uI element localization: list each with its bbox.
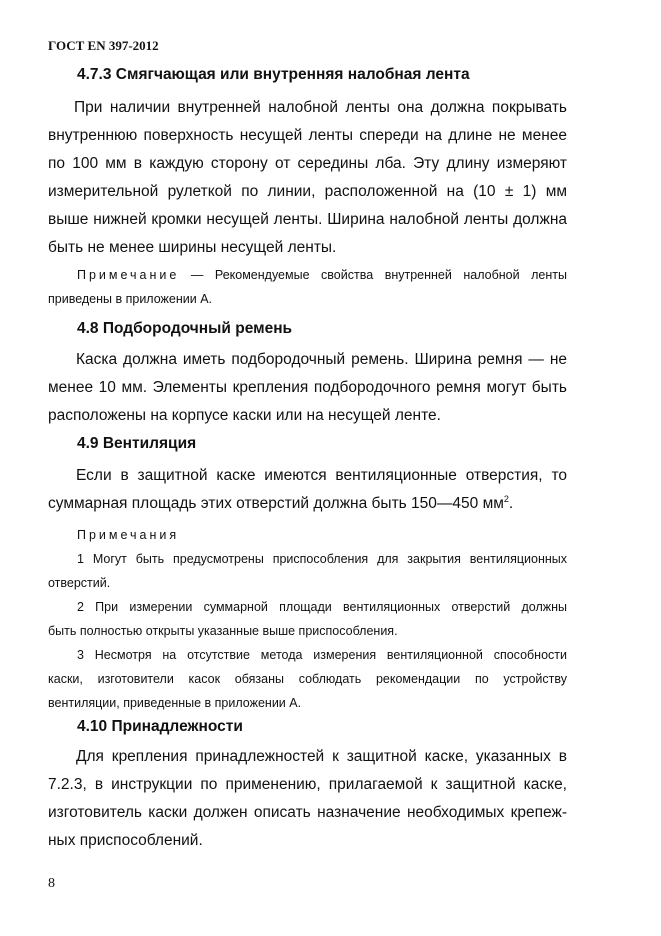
note-line: приведены в приложении А. [48, 292, 213, 306]
text-line: по 100 мм в каждую сторону от середины лба. Эту длину измеряют [48, 155, 567, 172]
section-title-4-10: 4.10 Принадлежности [77, 718, 243, 735]
page-number: 8 [48, 876, 55, 891]
section-title-4-8: 4.8 Подбородочный ремень [77, 320, 293, 337]
note-label: Примечание [77, 268, 180, 282]
text-line: менее 10 мм. Элементы крепления подбородочного ремня могут быть [48, 379, 567, 396]
text-line: Для крепления принадлежностей к защитной каске, указанных в [76, 748, 567, 765]
paragraph-4-8 [48, 346, 567, 430]
paragraph-4-7-3 [48, 94, 567, 262]
notes-4-9 [48, 523, 567, 715]
text-line: Каска должна иметь подбородочный ремень. Ширина ремня — не [76, 351, 567, 368]
text-line: расположены на корпусе каски или на несущей ленте. [48, 407, 441, 424]
text-line: 7.2.3, в инструкции по применению, прилагаемой к защитной каске, [48, 776, 567, 793]
text-line: изготовитель каски должен описать назначение необходимых крепеж- [48, 804, 567, 821]
note-line: вентиляции, приведенные в приложении А. [48, 696, 302, 710]
text-line: ных приспособлений. [48, 832, 203, 849]
text-segment: суммарная площадь этих отверстий должна быть 150—450 мм [48, 495, 504, 512]
text-line: Если в защитной каске имеются вентиляционные отверстия, то [76, 467, 567, 484]
paragraph-4-10 [48, 743, 567, 855]
text-line: измерительной рулеткой по линии, расположенной на (10 ± 1) мм [48, 183, 567, 200]
text-line: При наличии внутренней налобной ленты она должна покрывать [74, 99, 567, 116]
notes-label: Примечания [77, 528, 180, 542]
superscript: 2 [503, 493, 509, 504]
section-title-4-9: 4.9 Вентиляция [77, 435, 197, 452]
text-segment: . [508, 495, 514, 512]
note-line: 1 Могут быть предусмотрены приспособления для закрытия вентиляционных [77, 552, 567, 566]
note-line: 3 Несмотря на отсутствие метода измерения вентиляционной способности [77, 648, 567, 662]
text-line [48, 490, 567, 518]
note-4-7-3 [48, 263, 567, 311]
text-line: выше нижней кромки несущей ленты. Ширина налобной ленты должна [48, 211, 567, 228]
note-line: 2 При измерении суммарной площади вентиляционных отверстий должны [77, 600, 567, 614]
section-title-4-7-3: 4.7.3 Смягчающая или внутренняя налобная лента [77, 66, 470, 83]
note-line [48, 263, 567, 287]
text-line: быть не менее ширины несущей ленты. [48, 239, 337, 256]
document-header: ГОСТ EN 397-2012 [48, 38, 159, 53]
note-line: отверстий. [48, 576, 111, 590]
note-line: быть полностью открыты указанные выше приспособления. [48, 624, 398, 638]
note-text: — Рекомендуемые свойства внутренней налобной ленты [179, 268, 567, 282]
note-line: каски, изготовители касок обязаны соблюдать рекомендации по устройству [48, 672, 567, 686]
paragraph-4-9 [48, 462, 567, 518]
text-line: внутреннюю поверхность несущей ленты спереди на длине не менее [48, 127, 567, 144]
